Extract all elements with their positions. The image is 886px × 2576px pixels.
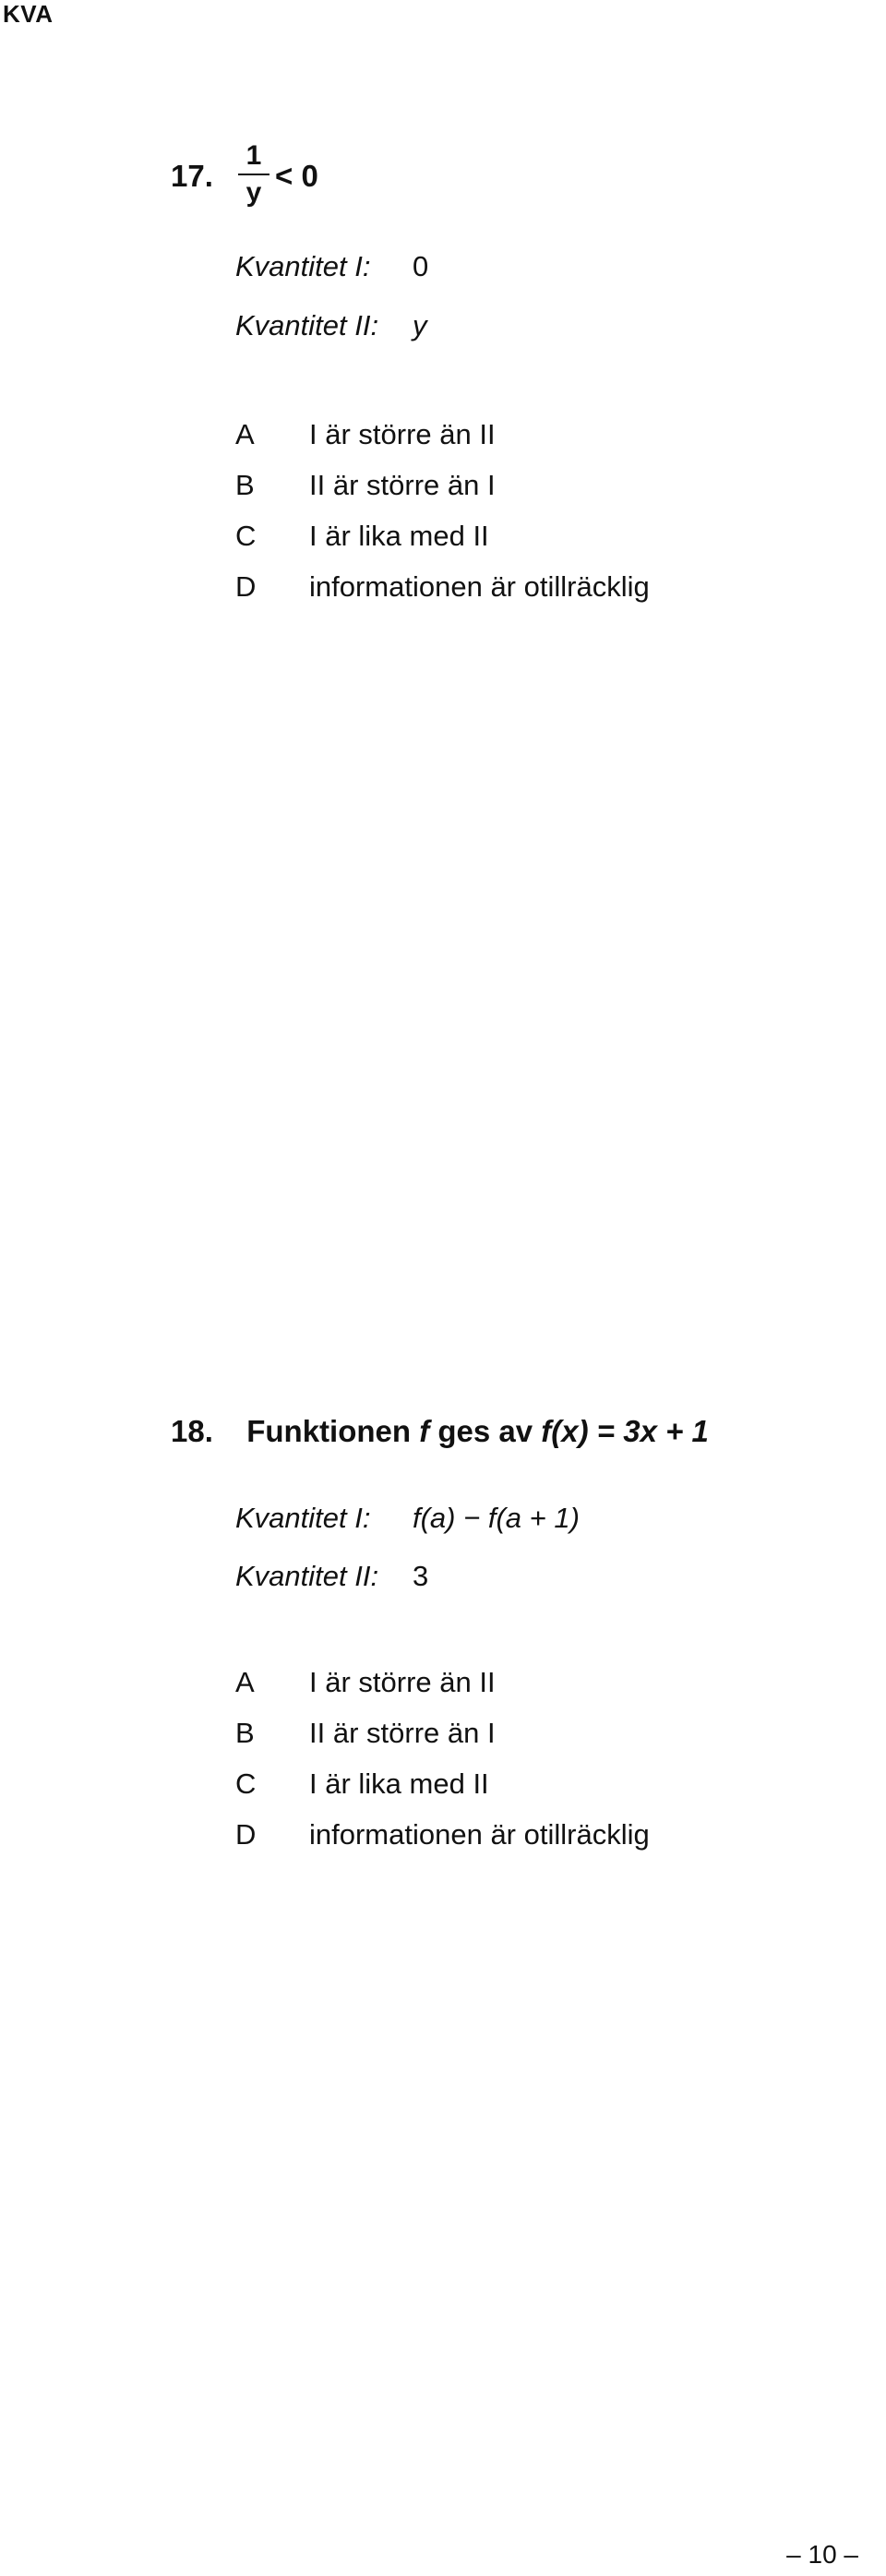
quantity-2-label: Kvantitet II: (235, 309, 379, 341)
quantity-2-label: Kvantitet II: (235, 1560, 379, 1592)
option-letter: B (235, 469, 255, 501)
inequality-relation: < 0 (275, 159, 318, 193)
option-letter: B (235, 1717, 255, 1749)
option-letter: C (235, 520, 257, 552)
quantity-2-value: 3 (413, 1560, 429, 1592)
question-18-heading (171, 1414, 709, 1449)
fraction-denominator: y (245, 177, 262, 208)
page-number: – 10 – (786, 2540, 858, 2569)
quantity-1-label: Kvantitet I: (235, 1502, 371, 1534)
fraction-bar (238, 174, 269, 175)
fraction (238, 140, 269, 209)
question-number: 17. (171, 159, 213, 193)
option-letter: D (235, 1818, 257, 1851)
question-number: 18. (171, 1414, 213, 1448)
option-text: II är större än I (309, 469, 496, 501)
option-text: informationen är otillräcklig (309, 1818, 650, 1851)
function-expression: f(x) = 3x + 1 (541, 1414, 709, 1448)
option-letter: D (235, 570, 257, 603)
option-text: I är större än II (309, 418, 496, 450)
section-header: KVA (3, 0, 54, 28)
option-text: informationen är otillräcklig (309, 570, 650, 603)
quantity-1-value: 0 (413, 250, 429, 282)
option-letter: C (235, 1767, 257, 1800)
option-text: I är större än II (309, 1666, 496, 1698)
question-title-text: Funktionen (246, 1414, 420, 1448)
option-text: II är större än I (309, 1717, 496, 1749)
function-name: f (419, 1414, 430, 1448)
quantity-1-value: f(a) − f(a + 1) (413, 1502, 580, 1534)
question-title-text-2: ges av (429, 1414, 542, 1448)
quantity-1-label: Kvantitet I: (235, 250, 371, 282)
option-letter: A (235, 1666, 255, 1698)
option-letter: A (235, 418, 255, 450)
fraction-numerator: 1 (245, 140, 262, 171)
option-text: I är lika med II (309, 1767, 489, 1800)
option-text: I är lika med II (309, 520, 489, 552)
quantity-2-value: y (413, 309, 427, 341)
